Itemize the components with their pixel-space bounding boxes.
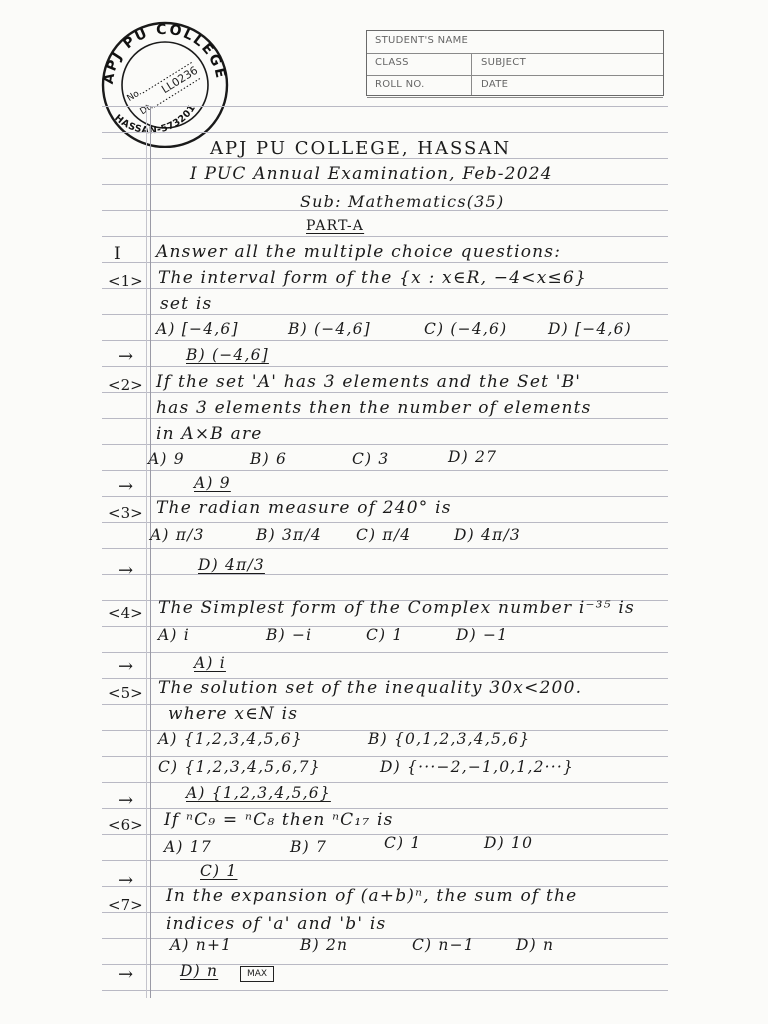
ruled-line bbox=[102, 184, 668, 185]
ruled-line bbox=[102, 340, 668, 341]
answer-arrow: → bbox=[118, 656, 134, 677]
option-a: A) n+1 bbox=[170, 936, 233, 954]
ruled-line bbox=[102, 444, 668, 445]
question-text-line: where x∈N is bbox=[168, 704, 299, 724]
ruled-line bbox=[102, 496, 668, 497]
question-number: <2> bbox=[108, 376, 143, 394]
roll-date-row bbox=[367, 75, 663, 98]
margin-line-inner bbox=[146, 106, 147, 998]
subject-title: Sub: Mathematics(35) bbox=[300, 192, 505, 211]
question-text-line: If the set 'A' has 3 elements and the Set 'B' bbox=[156, 372, 582, 392]
answer-arrow: → bbox=[118, 560, 134, 581]
option-c: C) 3 bbox=[352, 450, 390, 468]
ruled-line bbox=[102, 392, 668, 393]
answer-arrow: → bbox=[118, 476, 134, 497]
ruled-line bbox=[102, 548, 668, 549]
ruled-line bbox=[102, 990, 668, 991]
question-text-line: If ⁿC₉ = ⁿC₈ then ⁿC₁₇ is bbox=[164, 810, 394, 830]
question-text-line: set is bbox=[160, 294, 213, 314]
ruled-line bbox=[102, 236, 668, 237]
answer-text: A) {1,2,3,4,5,6} bbox=[186, 784, 331, 802]
question-text-line: The solution set of the inequality 30x<200. bbox=[158, 678, 583, 698]
question-text-line: in A×B are bbox=[156, 424, 263, 444]
max-tag: MAX bbox=[240, 966, 274, 982]
option-b: B) −i bbox=[266, 626, 313, 644]
question-number: <1> bbox=[108, 272, 143, 290]
option-c: C) n−1 bbox=[412, 936, 475, 954]
question-text-line: The interval form of the {x : x∈R, −4<x≤6} bbox=[158, 268, 587, 288]
answer-arrow: → bbox=[118, 790, 134, 811]
option-c: C) (−4,6) bbox=[424, 320, 508, 338]
option-b: B) (−4,6] bbox=[288, 320, 371, 338]
college-title: APJ PU COLLEGE, HASSAN bbox=[210, 138, 512, 159]
ruled-line bbox=[102, 782, 668, 783]
option-d: D) −1 bbox=[456, 626, 509, 644]
option-d: D) 4π/3 bbox=[454, 526, 521, 544]
answer-text: C) 1 bbox=[200, 862, 238, 880]
ruled-line bbox=[102, 574, 668, 575]
class-label: CLASS bbox=[375, 57, 409, 68]
part-heading: PART-A bbox=[306, 218, 365, 234]
stamp-code: LL0236 bbox=[159, 63, 201, 97]
question-number: <6> bbox=[108, 816, 143, 834]
ruled-line bbox=[102, 314, 668, 315]
roll-no-label: ROLL NO. bbox=[375, 79, 425, 90]
answer-text: A) 9 bbox=[194, 474, 231, 492]
option-b: B) 7 bbox=[290, 838, 328, 856]
option-c: C) π/4 bbox=[356, 526, 412, 544]
ruled-line bbox=[102, 756, 668, 757]
ruled-line bbox=[102, 860, 668, 861]
answer-arrow: → bbox=[118, 964, 134, 985]
ruled-sheet bbox=[102, 106, 668, 998]
option-b: B) 6 bbox=[250, 450, 288, 468]
ruled-line bbox=[102, 522, 668, 523]
ruled-line bbox=[102, 132, 668, 133]
date-label: DATE bbox=[481, 79, 509, 90]
question-text-line: In the expansion of (a+b)ⁿ, the sum of the bbox=[166, 886, 578, 906]
question-text-line: The radian measure of 240° is bbox=[156, 498, 452, 518]
ruled-line bbox=[102, 808, 668, 809]
section-numeral: I bbox=[114, 244, 121, 264]
section-instruction: Answer all the multiple choice questions: bbox=[156, 242, 562, 262]
answer-arrow: → bbox=[118, 870, 134, 891]
option-a: A) i bbox=[158, 626, 190, 644]
ruled-line bbox=[102, 106, 668, 107]
option-a: A) π/3 bbox=[150, 526, 205, 544]
class-subject-row bbox=[367, 53, 663, 76]
answer-text: A) i bbox=[194, 654, 226, 672]
question-number: <5> bbox=[108, 684, 143, 702]
question-text-line: indices of 'a' and 'b' is bbox=[166, 914, 387, 934]
stamp-no-label: No. bbox=[125, 87, 144, 104]
option-b: B) {0,1,2,3,4,5,6} bbox=[368, 730, 531, 748]
option-d: D) 10 bbox=[484, 834, 534, 852]
student-name-row bbox=[367, 31, 663, 54]
ruled-line bbox=[102, 262, 668, 263]
student-name-label: STUDENT'S NAME bbox=[375, 35, 469, 46]
stamp-college-name: APJ PU COLLEGE bbox=[100, 21, 229, 86]
answer-text: D) n bbox=[180, 962, 219, 980]
question-text-line: has 3 elements then the number of elements bbox=[156, 398, 592, 418]
stamp-place: HASSAN-573201 bbox=[112, 102, 199, 137]
question-number: <4> bbox=[108, 604, 143, 622]
ruled-line bbox=[102, 912, 668, 913]
subject-label: SUBJECT bbox=[481, 57, 526, 68]
ruled-line bbox=[102, 470, 668, 471]
option-a: A) 9 bbox=[148, 450, 185, 468]
margin-line bbox=[150, 106, 151, 998]
option-b: B) 2n bbox=[300, 936, 349, 954]
option-a: A) [−4,6] bbox=[156, 320, 239, 338]
option-a: A) 17 bbox=[164, 838, 212, 856]
answer-arrow: → bbox=[118, 346, 134, 367]
exam-title: I PUC Annual Examination, Feb-2024 bbox=[190, 164, 553, 184]
option-d: D) [−4,6) bbox=[548, 320, 632, 338]
answer-text: D) 4π/3 bbox=[198, 556, 265, 574]
ruled-line bbox=[102, 366, 668, 367]
option-c: C) 1 bbox=[366, 626, 404, 644]
answer-text: B) (−4,6] bbox=[186, 346, 269, 364]
option-d: D) n bbox=[516, 936, 555, 954]
option-b: B) 3π/4 bbox=[256, 526, 322, 544]
question-number: <7> bbox=[108, 896, 143, 914]
option-d: D) 27 bbox=[448, 448, 498, 466]
question-text-line: The Simplest form of the Complex number i⁻³⁵ is bbox=[158, 598, 635, 618]
student-details-box bbox=[366, 30, 664, 96]
option-c: C) {1,2,3,4,5,6,7} bbox=[158, 758, 321, 776]
option-a: A) {1,2,3,4,5,6} bbox=[158, 730, 303, 748]
option-c: C) 1 bbox=[384, 834, 422, 852]
ruled-line bbox=[102, 652, 668, 653]
question-number: <3> bbox=[108, 504, 143, 522]
option-d: D) {···−2,−1,0,1,2···} bbox=[380, 758, 575, 776]
ruled-line bbox=[102, 418, 668, 419]
ruled-line bbox=[102, 288, 668, 289]
stamp-dt-label: Dt. bbox=[138, 101, 156, 118]
